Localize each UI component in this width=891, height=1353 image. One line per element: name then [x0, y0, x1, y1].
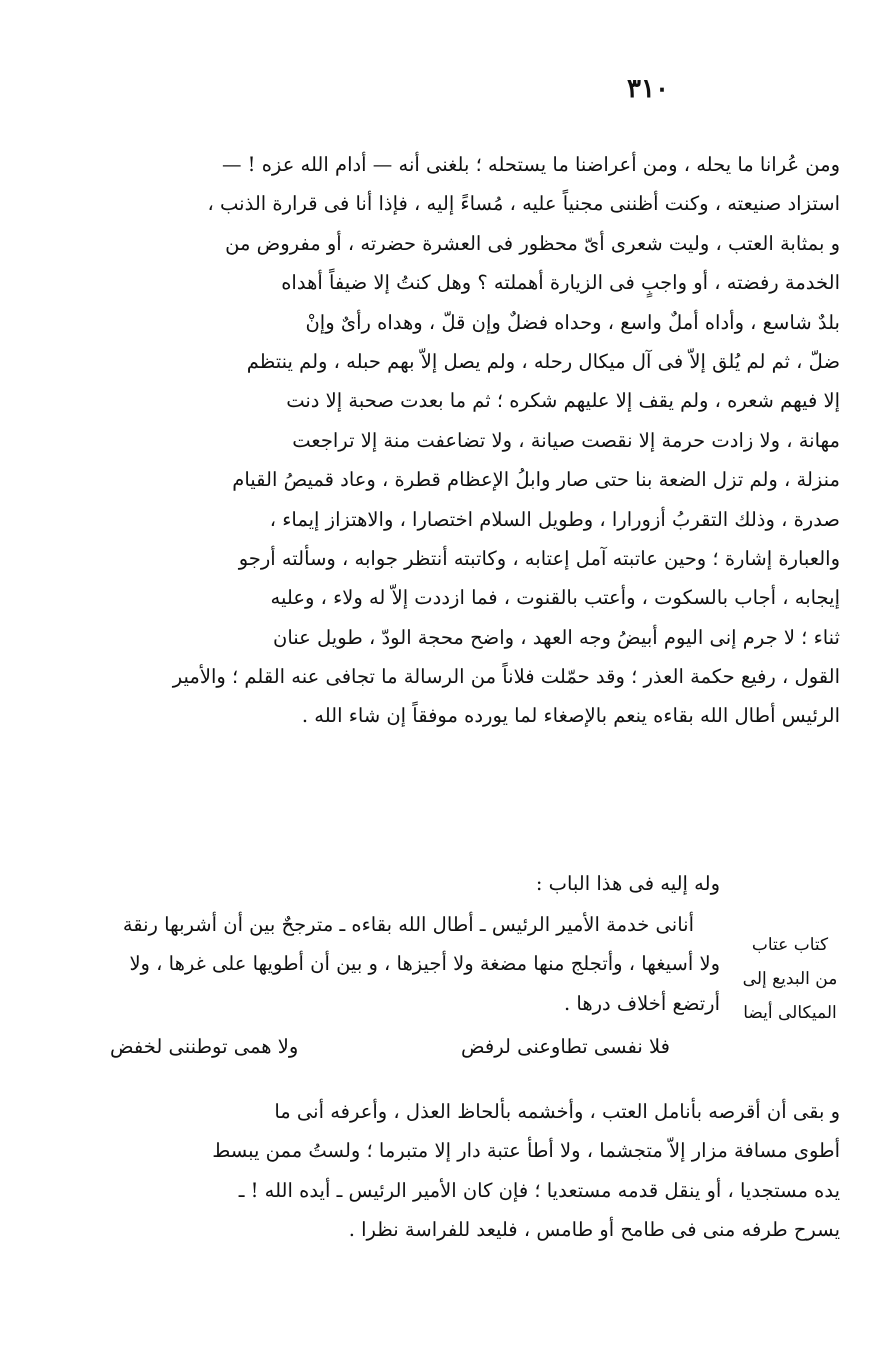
page-number: ٣١٠ — [627, 74, 669, 104]
text-line: الخدمة رفضته ، أو واجبٍ فى الزيارة أهملته ؟ وهل كنتُ إلا ضيفاً أهداه — [281, 271, 840, 295]
text-line: صدرة ، وذلك التقربُ أزورارا ، وطويل السلام اختصارا ، والاهتزاز إيماء ، — [269, 507, 840, 531]
text-line: والعبارة إشارة ؛ وحين عاتبته آمل إعتابه ، وكاتبته أنتظر جوابه ، وسألته أرجو — [238, 546, 840, 570]
text-line: ولا أسيغها ، وأتجلج منها مضغة ولا أجيزها ، و بين أن أطويها على غرها ، ولا — [129, 952, 720, 976]
letter-paragraph-1 — [50, 145, 840, 736]
text-line: منزلة ، ولم تزل الضعة بنا حتى صار وابلُ الإعظام قطرة ، وعاد قميصُ القيام — [232, 468, 840, 492]
text-line: ومن عُرانا ما يحله ، ومن أعراضنا ما يستحله ؛ بلغنى أنه — أدام الله عزه ! — — [221, 153, 840, 176]
text-line: إلا فيهم شعره ، ولم يقف إلا عليهم شكره ؛ ثم ما بعدت صحبة إلا دنت — [286, 389, 840, 413]
text-line: استزاد صنيعته ، وكنت أظننى مجنياً عليه ، مُساءً إليه ، فإذا أنا فى قرارة الذنب ، — [207, 192, 840, 216]
text-line: أنانى خدمة الأمير الرئيس ـ أطال الله بقاءه ـ مترجحٌ بين أن أشربها رنقة — [122, 913, 694, 936]
text-line: يسرح طرفه منى فى طامح أو طامس ، فليعد للفراسة نظرا . — [348, 1218, 840, 1242]
text-line: القول ، رفيع حكمة العذر ؛ وقد حمّلت فلاناً من الرسالة ما تجافى عنه القلم ؛ والأمير — [172, 665, 840, 689]
margin-note-line: الميكالى أيضا — [743, 1003, 837, 1023]
verse-first-hemistich: فلا نفسى تطاوعنى لرفض — [461, 1035, 670, 1058]
text-line: يده مستجديا ، أو ينقل قدمه مستعديا ؛ فإن كان الأمير الرئيس ـ أيده الله ! ـ — [238, 1178, 840, 1202]
poetry-verse — [110, 1027, 670, 1067]
text-line: و بقى أن أقرصه بأنامل العتب ، وأخشمه بألحاظ العذل ، وأعرفه أنى ما — [274, 1100, 840, 1123]
margin-note-line: من البديع إلى — [742, 969, 838, 989]
text-line: أطوى مسافة مزار إلاّ متجشما ، ولا أطأ عتبة دار إلا متبرما ؛ ولستُ ممن يبسط — [212, 1139, 840, 1163]
text-line: بلدٌ شاسع ، وأداه أملٌ واسع ، وحداه فضلٌ وإن قلّ ، وهداه رأىٌ وإنْ — [305, 310, 840, 334]
text-line: إيجابه ، أجاب بالسكوت ، وأعتب بالقنوت ، فما ازددت إلاّ له ولاء ، وعليه — [270, 586, 840, 610]
margin-note-line: كتاب عتاب — [751, 935, 829, 955]
margin-note — [735, 928, 845, 1030]
text-line: ضلّ ، ثم لم يُلق إلاّ فى آل ميكال رحله ، ولم يصل إلاّ بهم حبله ، ولم ينتظم — [246, 349, 840, 373]
text-line: مهانة ، ولا زادت حرمة إلا نقصت صيانة ، ولا تضاعفت منة إلا تراجعت — [292, 428, 840, 452]
text-line: و بمثابة العتب ، وليت شعرى أىّ محظور فى العشرة حضرته ، أو مفروض من — [225, 231, 840, 255]
text-line: الرئيس أطال الله بقاءه ينعم بالإصغاء لما يورده موفقاً إن شاء الله . — [301, 704, 840, 728]
text-line: ثناء ؛ لا جرم إنى اليوم أبيضُ وجه العهد ، واضح محجة الودّ ، طويل عنان — [273, 625, 840, 649]
letter-paragraph-2 — [50, 905, 720, 1023]
section-heading: وله إليه فى هذا الباب : — [535, 872, 720, 895]
letter-paragraph-3 — [50, 1092, 840, 1250]
verse-second-hemistich: ولا همى توطننى لخفض — [110, 1035, 299, 1058]
text-line: أرتضع أخلاف درها . — [564, 991, 720, 1015]
